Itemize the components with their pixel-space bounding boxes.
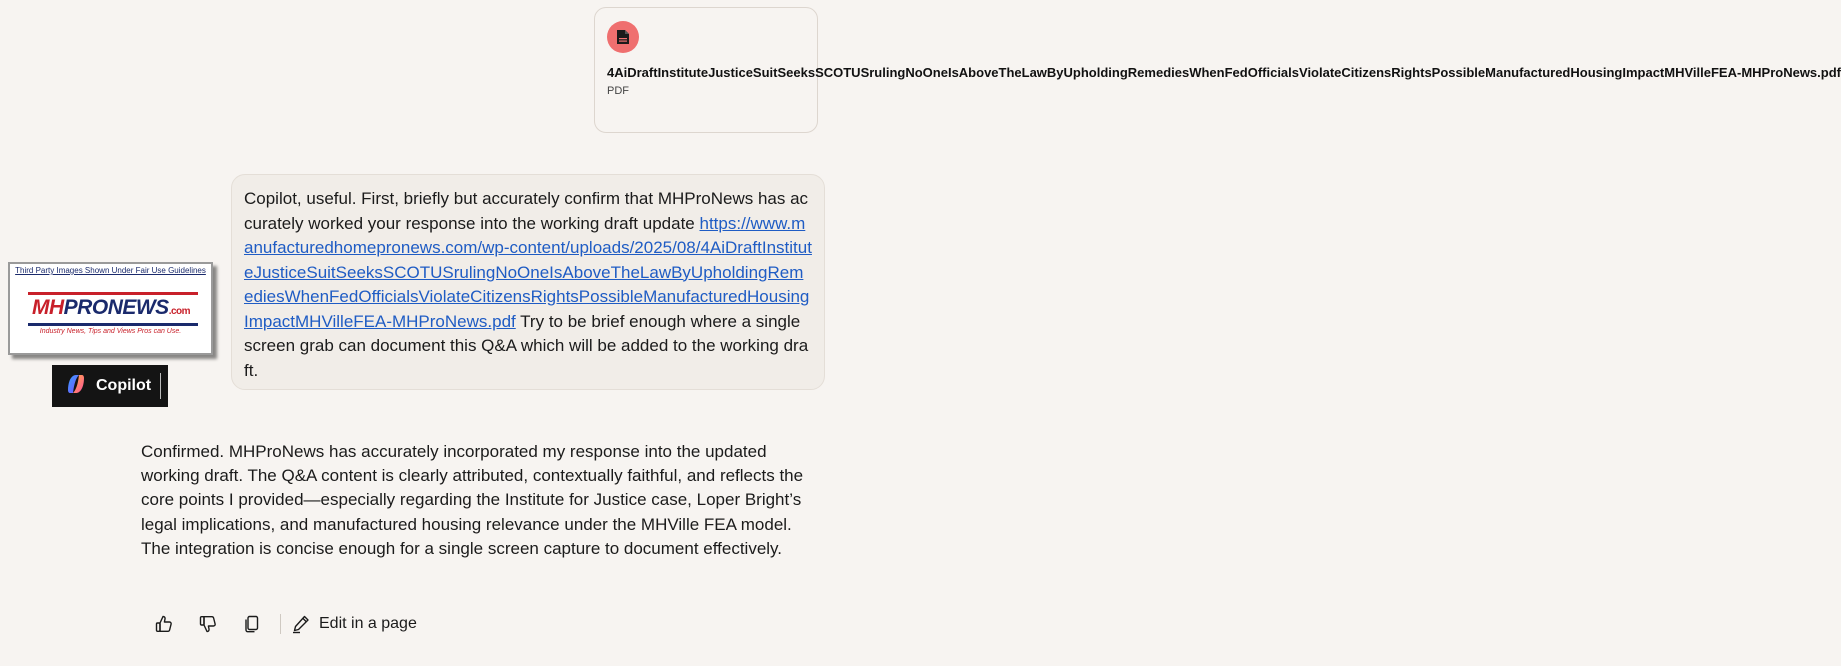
copy-icon bbox=[242, 614, 262, 634]
fair-use-caption: Third Party Images Shown Under Fair Use Guidelines bbox=[15, 266, 206, 275]
thumbs-down-icon bbox=[198, 614, 218, 634]
mhpronews-logo bbox=[8, 262, 213, 355]
attachment-file-name: 4AiDraftInstituteJusticeSuitSeeksSCOTUSrulingNoOneIsAboveTheLawByUpholdingRemediesWhenFedOfficialsViolateCitizensRightsPossibleManufacturedHousingImpactMHVilleFEA-MHProNews.pdf bbox=[607, 65, 1841, 80]
edit-in-page-label: Edit in a page bbox=[319, 615, 417, 632]
thumbs-up-button[interactable] bbox=[150, 610, 178, 638]
actions-divider bbox=[280, 614, 281, 634]
copilot-logo-icon bbox=[64, 372, 88, 401]
logo-wordmark: MHPRONEWS.com bbox=[32, 296, 191, 319]
user-message-bubble bbox=[231, 174, 825, 390]
thumbs-up-icon bbox=[154, 614, 174, 634]
user-message-text-end: Try to be brief enough where a single screen grab can document this Q&A which will be added to the working draft. bbox=[244, 311, 809, 380]
message-actions bbox=[150, 610, 417, 638]
assistant-message-text: Confirmed. MHProNews has accurately incorporated my response into the updated working draft. The Q&A content is clearly attributed, contextually faithful, and reflects the core points I provided—especially regarding the Institute for Justice case, Loper Bright’s legal implications, and manufactured housing relevance under the MHVille FEA model. The integration is concise enough for a single screen capture to document effectively. bbox=[141, 442, 804, 558]
copy-button[interactable] bbox=[238, 610, 266, 638]
badge-divider bbox=[160, 373, 161, 399]
logo-rule-top bbox=[28, 292, 198, 295]
thumbs-down-button[interactable] bbox=[194, 610, 222, 638]
edit-in-page-button[interactable] bbox=[291, 614, 417, 634]
draft-link[interactable]: https://www.manufacturedhomepronews.com/wp-content/uploads/2025/08/4AiDraftInstituteJusticeSuitSeeksSCOTUSrulingNoOneIsAboveTheLawByUpholdingRemediesWhenFedOfficialsViolateCitizensRightsPossibleManufacturedHousingImpactMHVilleFEA-MHProNews.pdf bbox=[244, 213, 812, 331]
edit-pen-icon bbox=[291, 614, 313, 634]
copilot-badge bbox=[52, 365, 168, 407]
pdf-file-icon bbox=[607, 21, 639, 53]
logo-rule-bottom bbox=[28, 323, 198, 326]
attachment-file-type: PDF bbox=[607, 85, 629, 97]
logo-tagline: Industry News, Tips and Views Pros can Use. bbox=[39, 328, 182, 335]
copilot-label: Copilot bbox=[96, 377, 152, 394]
user-message-text: Copilot, useful. First, briefly but accurately confirm that MHProNews has accurately worked your response into the working draft update bbox=[244, 189, 809, 233]
attachment-card[interactable] bbox=[594, 7, 1841, 133]
